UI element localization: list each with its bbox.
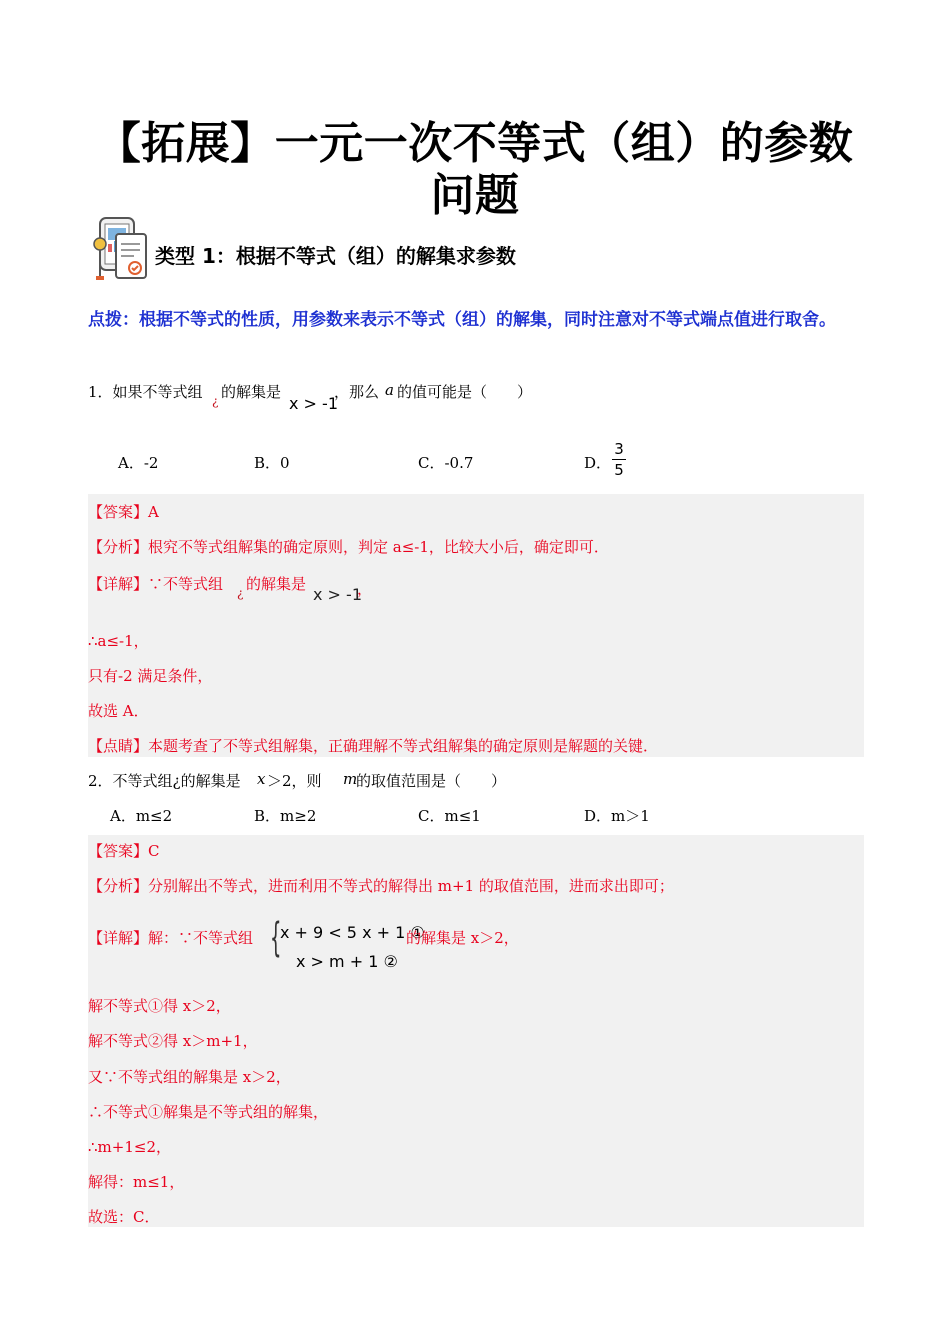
q2-line-3: 又∵不等式组的解集是 x＞2， (88, 1068, 291, 1086)
q1-stem-a: 1．如果不等式组 (88, 383, 203, 401)
q1-line-1: ∴a≤-1， (88, 632, 149, 650)
q1-option-d-numerator: 3 (614, 440, 624, 458)
q1-option-c: C．-0.7 (418, 454, 474, 472)
q1-solution-panel (88, 494, 864, 757)
q2-option-d: D．m＞1 (584, 807, 650, 825)
q2-option-c: C．m≤1 (418, 807, 481, 825)
q2-line-5: ∴m+1≤2， (88, 1138, 171, 1156)
q2-answer: 【答案】C (88, 842, 160, 860)
q2-line-7: 故选：C． (88, 1208, 160, 1226)
q1-detail-glyph: ¿ (237, 586, 244, 600)
q1-line-3: 故选 A． (88, 702, 149, 720)
q1-stem-d: 的值可能是（ ） (397, 383, 533, 401)
q1-stem-b: 的解集是 (221, 383, 282, 401)
page-title: 【拓展】一元一次不等式（组）的参数问题 (96, 118, 854, 221)
q1-comment: 【点睛】本题考查了不等式组解集，正确理解不等式组解集的确定原则是解题的关键． (88, 737, 659, 755)
document-clipboard-icon (88, 214, 150, 284)
q1-line-2: 只有-2 满足条件， (88, 667, 213, 685)
q1-math: x > -1 (289, 394, 338, 413)
q1-detail-c: ， (357, 580, 373, 598)
q2-stem-c: 的取值范围是（ ） (356, 772, 507, 790)
q1-option-d-fraction (612, 440, 626, 479)
q2-system-line-1: x + 9 < 5 x + 1 ① (280, 923, 425, 942)
q1-var: a (385, 381, 394, 399)
q2-var: m (343, 770, 358, 788)
q1-glyph: ¿ (212, 394, 219, 408)
tip-text: 点拨：根据不等式的性质，用参数来表示不等式（组）的解集，同时注意对不等式端点值进行取舍。 (88, 310, 836, 330)
q2-analysis: 【分析】分别解出不等式，进而利用不等式的解得出 m+1 的取值范围，进而求出即可； (88, 877, 674, 895)
q2-system-brace: { (270, 915, 282, 961)
type-heading: 类型 1：根据不等式（组）的解集求参数 (155, 244, 516, 268)
q1-option-d-denominator: 5 (614, 461, 624, 479)
q2-option-a: A．m≤2 (110, 807, 173, 825)
q1-option-b: B．0 (254, 454, 290, 472)
q2-stem-b: ＞2，则 (267, 772, 322, 790)
q2-line-6: 解得：m≤1， (88, 1173, 185, 1191)
q1-stem-c: ，那么 (334, 383, 380, 401)
q1-answer: 【答案】A (88, 503, 159, 521)
q2-line-1: 解不等式①得 x＞2， (88, 997, 231, 1015)
q2-math-x: x (257, 770, 266, 788)
q1-option-a: A．-2 (118, 454, 159, 472)
q2-line-2: 解不等式②得 x＞m+1， (88, 1032, 258, 1050)
q1-detail-a: 【详解】∵不等式组 (88, 575, 224, 593)
q2-detail-b: 的解集是 x＞2， (406, 929, 519, 947)
q2-detail-a: 【详解】解：∵不等式组 (88, 929, 254, 947)
q1-analysis: 【分析】根究不等式组解集的确定原则，判定 a≤-1，比较大小后，确定即可． (88, 538, 609, 556)
q1-option-d-label: D． (584, 454, 612, 472)
q1-detail-math: x > -1 (313, 585, 362, 604)
q2-stem-a: 2．不等式组¿的解集是 (88, 772, 241, 790)
q1-detail-b: 的解集是 (246, 575, 307, 593)
q2-line-4: ∴不等式①解集是不等式组的解集， (88, 1103, 329, 1121)
q2-option-b: B．m≥2 (254, 807, 317, 825)
q2-system-line-2: x > m + 1 ② (296, 952, 398, 971)
